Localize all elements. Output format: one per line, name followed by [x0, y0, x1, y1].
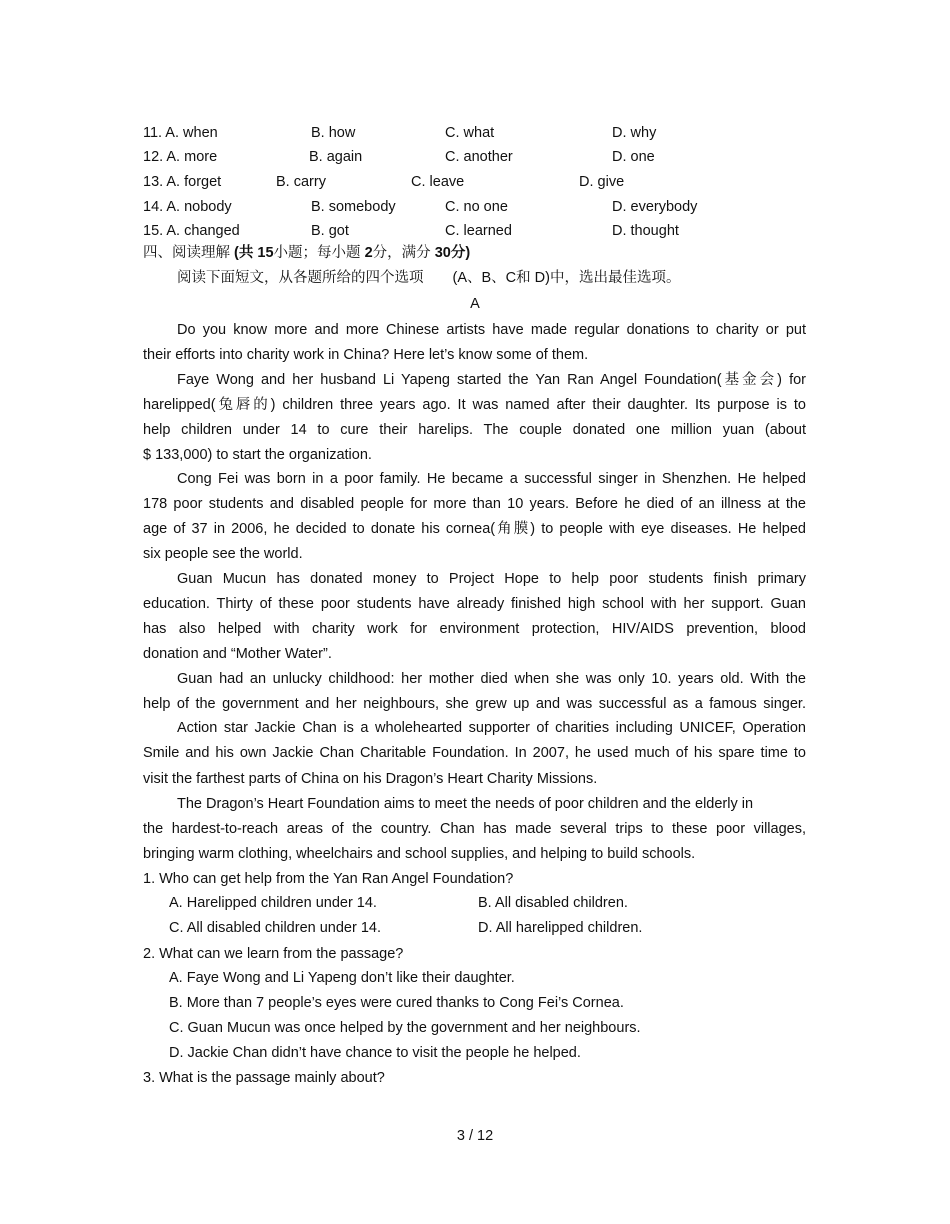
page-number: 3 / 12 — [456, 1128, 494, 1144]
option-c: C. what — [445, 125, 495, 141]
section-title-t1: 小题；每小题 — [273, 245, 361, 261]
passage-line: bringing warm clothing, wheelchairs and school supplies, and helping to build schools. — [143, 846, 696, 862]
question-2-option-d: D. Jackie Chan didn’t have chance to visit the people he helped. — [169, 1045, 581, 1061]
section-title-n3: 30 — [434, 245, 451, 261]
option-b: B. how — [311, 125, 356, 141]
option-c: C. leave — [411, 174, 465, 190]
passage-line: has also helped with charity work for environment protection, HIV/AIDS prevention, blood — [143, 621, 806, 637]
option-a: 13. A. forget — [143, 174, 222, 190]
option-a: 11. A. when — [143, 125, 218, 141]
option-c: C. no one — [445, 199, 508, 215]
option-b: B. carry — [276, 174, 326, 190]
section-title-t3: 分) — [450, 245, 471, 261]
passage-label: A — [470, 296, 480, 312]
question-1-option-d: D. All harelipped children. — [478, 920, 643, 936]
passage-line: Cong Fei was born in a poor family. He became a successful singer in Shenzhen. He helped — [177, 471, 806, 487]
question-2: 2. What can we learn from the passage? — [143, 946, 404, 962]
option-d: D. why — [612, 125, 657, 141]
passage-line: The Dragon’s Heart Foundation aims to meet the needs of poor children and the elderly in — [177, 796, 754, 812]
section-title-pre: 四、阅读理解 — [143, 245, 230, 261]
passage-line: Faye Wong and her husband Li Yapeng started the Yan Ran Angel Foundation(基金会) for — [177, 372, 806, 388]
passage-line: six people see the world. — [143, 546, 303, 562]
option-d: D. give — [579, 174, 625, 190]
passage-line: Guan had an unlucky childhood: her mother died when she was only 10. years old. With the — [177, 671, 806, 687]
question-1: 1. Who can get help from the Yan Ran Angel Foundation? — [143, 871, 514, 887]
question-3: 3. What is the passage mainly about? — [143, 1070, 385, 1086]
option-a: 14. A. nobody — [143, 199, 232, 215]
question-1-option-c: C. All disabled children under 14. — [169, 920, 381, 936]
section-title-t2: 分，满分 — [372, 245, 431, 261]
section-title-n2: 2 — [364, 245, 373, 261]
passage-line: visit the farthest parts of China on his Dragon’s Heart Charity Missions. — [143, 771, 598, 787]
option-a: 15. A. changed — [143, 223, 240, 239]
passage-line: education. Thirty of these poor students have already finished high school with her support. Guan — [143, 596, 806, 612]
passage-line: Smile and his own Jackie Chan Charitable Foundation. In 2007, he used much of his spare time to — [143, 745, 806, 761]
option-b: B. somebody — [311, 199, 396, 215]
option-d: D. everybody — [612, 199, 698, 215]
passage-line: their efforts into charity work in China? Here let’s know some of them. — [143, 347, 589, 363]
section-title-n1: 15 — [257, 245, 274, 261]
passage-line: help children under 14 to cure their harelips. The couple donated one million yuan (about — [143, 422, 806, 438]
question-2-option-c: C. Guan Mucun was once helped by the government and her neighbours. — [169, 1020, 641, 1036]
option-c: C. another — [445, 149, 513, 165]
option-c: C. learned — [445, 223, 512, 239]
section-heading — [143, 242, 470, 264]
option-d: D. one — [612, 149, 655, 165]
passage-line: Action star Jackie Chan is a wholehearted supporter of charities including UNICEF, Operation — [177, 720, 806, 736]
passage-line: help of the government and her neighbours, she grew up and was successful as a famous singer. — [143, 696, 806, 712]
passage-line: 178 poor students and disabled people for more than 10 years. Before he died of an illness at the — [143, 496, 806, 512]
option-b: B. got — [311, 223, 349, 239]
passage-line: age of 37 in 2006, he decided to donate his cornea(角膜) to people with eye diseases. He helped — [143, 521, 806, 537]
question-1-option-a: A. Harelipped children under 14. — [169, 895, 377, 911]
question-2-option-b: B. More than 7 people’s eyes were cured thanks to Cong Fei’s Cornea. — [169, 995, 624, 1011]
passage-line: donation and “Mother Water”. — [143, 646, 332, 662]
question-2-option-a: A. Faye Wong and Li Yapeng don’t like their daughter. — [169, 970, 515, 986]
passage-line: $ 133,000) to start the organization. — [143, 447, 372, 463]
option-b: B. again — [309, 149, 363, 165]
section-title-b1: (共 — [234, 245, 254, 261]
passage-line: harelipped(兔唇的) children three years ago. It was named after their daughter. Its purpose is to — [143, 397, 806, 413]
question-1-option-b: B. All disabled children. — [478, 895, 628, 911]
section-instruction: 阅读下面短文，从各题所给的四个选项 (A、B、C和 D)中，选出最佳选项。 — [177, 270, 681, 286]
option-a: 12. A. more — [143, 149, 218, 165]
passage-line: Do you know more and more Chinese artists have made regular donations to charity or put — [177, 322, 806, 338]
option-d: D. thought — [612, 223, 679, 239]
passage-line: the hardest-to-reach areas of the country. Chan has made several trips to these poor villages, — [143, 821, 806, 837]
passage-line: Guan Mucun has donated money to Project Hope to help poor students finish primary — [177, 571, 806, 587]
